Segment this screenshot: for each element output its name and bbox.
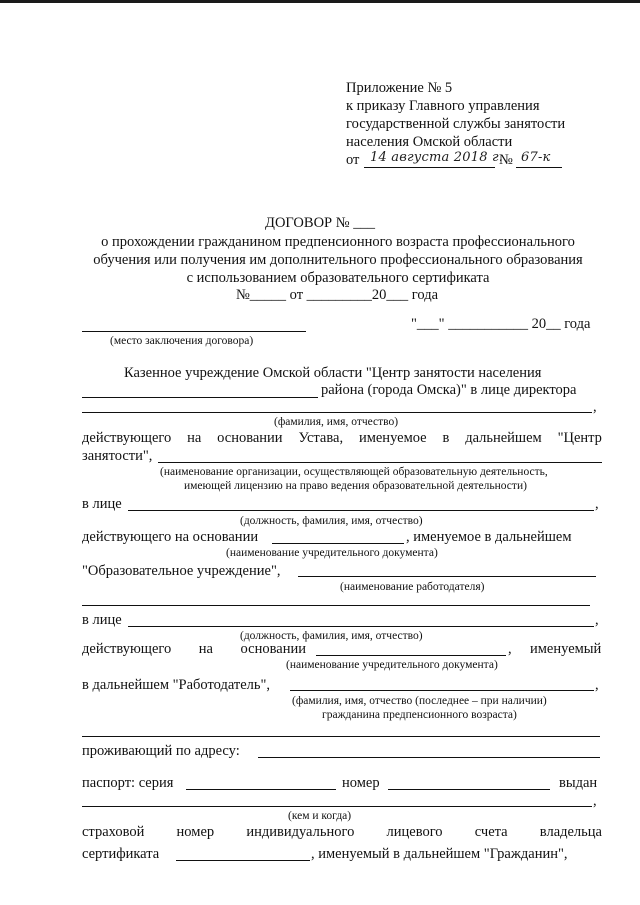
- contract-subtitle-1: о прохождении гражданином предпенсионного возраста профессионального: [101, 234, 575, 250]
- p5-word: счета: [474, 824, 508, 840]
- passport-series-label: паспорт: серия: [82, 775, 174, 791]
- founding-doc-line-2: [316, 655, 506, 656]
- p4-comma: ,: [508, 641, 512, 657]
- issued-by-line: [82, 806, 592, 807]
- representative-line-1: [128, 510, 594, 511]
- caption-citizen-2: гражданина предпенсионного возраста): [322, 709, 517, 721]
- date-underline: [364, 167, 495, 168]
- p5-word: владельца: [539, 824, 602, 840]
- caption-fio-1: (фамилия, имя, отчество): [274, 416, 399, 428]
- handwritten-date: 14 августа 2018 г.: [370, 150, 504, 165]
- p2-word: "Центр: [557, 430, 602, 446]
- comma-5: ,: [595, 677, 599, 693]
- contract-subtitle-3: с использованием образовательного сертификата: [186, 270, 490, 286]
- caption-citizen-1: (фамилия, имя, отчество (последнее – при наличии): [292, 695, 547, 707]
- p5-line-1: [82, 823, 602, 841]
- p2-word: Устава,: [298, 430, 344, 446]
- place-line: [82, 331, 306, 332]
- blank-line-2: [82, 736, 600, 737]
- passport-number-line: [388, 789, 550, 790]
- p5-sertifikata: сертификата: [82, 846, 160, 862]
- p4-imenuemyi: именуемый: [530, 641, 602, 657]
- p4-line-1: [82, 640, 306, 658]
- representative-line-2: [128, 626, 594, 627]
- p2-word: на: [187, 430, 202, 446]
- address-label: проживающий по адресу:: [82, 743, 240, 759]
- p2-word: именуемое: [358, 430, 427, 446]
- p4-word: на: [198, 641, 213, 657]
- caption-position-1: (должность, фамилия, имя, отчество): [240, 515, 423, 527]
- p5-word: лицевого: [386, 824, 443, 840]
- comma-3: ,: [595, 496, 599, 512]
- passport-issued-label: выдан: [559, 775, 598, 791]
- address-line: [258, 757, 600, 758]
- comma-6: ,: [593, 793, 597, 809]
- caption-employer: (наименование работодателя): [340, 581, 485, 593]
- p2-word: дальнейшем: [465, 430, 542, 446]
- appendix-date-prefix: от: [346, 152, 360, 168]
- p5-word: номер: [176, 824, 215, 840]
- p3-deystvuyushchego: действующего на основании: [82, 529, 259, 545]
- p2-line-1: [82, 429, 602, 447]
- p4-word: действующего: [82, 641, 172, 657]
- certificate-line: [176, 860, 310, 861]
- number-underline: [516, 167, 562, 168]
- p4-v-litse: в лице: [82, 612, 122, 628]
- p5-word: страховой: [82, 824, 145, 840]
- blank-line-1: [82, 605, 590, 606]
- caption-doc-2: (наименование учредительного документа): [286, 659, 498, 671]
- appendix-line-3: населения Омской области: [346, 134, 513, 150]
- p2-word: действующего: [82, 430, 172, 446]
- comma-1: ,: [593, 399, 597, 415]
- p3-imenuemoe: , именуемое в дальнейшем: [406, 529, 572, 545]
- p2-word: в: [442, 430, 450, 446]
- director-line: [82, 412, 592, 413]
- founding-doc-line-1: [272, 543, 404, 544]
- p3-v-litse: в лице: [82, 496, 122, 512]
- comma-4: ,: [595, 612, 599, 628]
- employer-name-line: [298, 576, 596, 577]
- district-line: [82, 397, 318, 398]
- passport-number-label: номер: [342, 775, 380, 791]
- p5-tail: , именуемый в дальнейшем "Гражданин",: [311, 846, 568, 862]
- caption-issued: (кем и когда): [288, 810, 352, 822]
- caption-org-1: (наименование организации, осуществляющей образовательную деятельность,: [160, 466, 548, 478]
- p1-line-2: района (города Омска)" в лице директора: [321, 382, 577, 398]
- p5-word: индивидуального: [246, 824, 355, 840]
- citizen-name-line: [290, 690, 594, 691]
- p4-word: основании: [240, 641, 306, 657]
- place-caption: (место заключения договора): [110, 335, 254, 347]
- organization-line: [158, 462, 602, 463]
- appendix-line-1: к приказу Главного управления: [346, 98, 540, 114]
- p3-obrazovatelnoe: "Образовательное учреждение",: [82, 563, 281, 579]
- handwritten-number: 67-к: [521, 150, 551, 165]
- scan-top-edge: [0, 0, 640, 3]
- appendix-title: Приложение № 5: [346, 80, 453, 96]
- contract-number-line: №_____ от _________20___ года: [235, 287, 439, 303]
- contract-date: "___" ___________ 20__ года: [411, 316, 591, 332]
- appendix-line-2: государственной службы занятости: [346, 116, 566, 132]
- appendix-number-prefix: №: [499, 152, 513, 168]
- p4-rabotodatel: в дальнейшем "Работодатель",: [82, 677, 271, 693]
- contract-subtitle-2: обучения или получения им дополнительного профессионального образования: [93, 252, 583, 268]
- p1-line-1: Казенное учреждение Омской области "Центр занятости населения: [124, 365, 542, 381]
- caption-position-2: (должность, фамилия, имя, отчество): [240, 630, 423, 642]
- contract-title: ДОГОВОР № ___: [265, 215, 375, 231]
- p2-line-2: занятости",: [82, 448, 153, 464]
- caption-org-2: имеющей лицензию на право ведения образовательной деятельности): [184, 480, 527, 492]
- passport-series-line: [186, 789, 336, 790]
- p2-word: основании: [217, 430, 283, 446]
- caption-doc-1: (наименование учредительного документа): [226, 547, 438, 559]
